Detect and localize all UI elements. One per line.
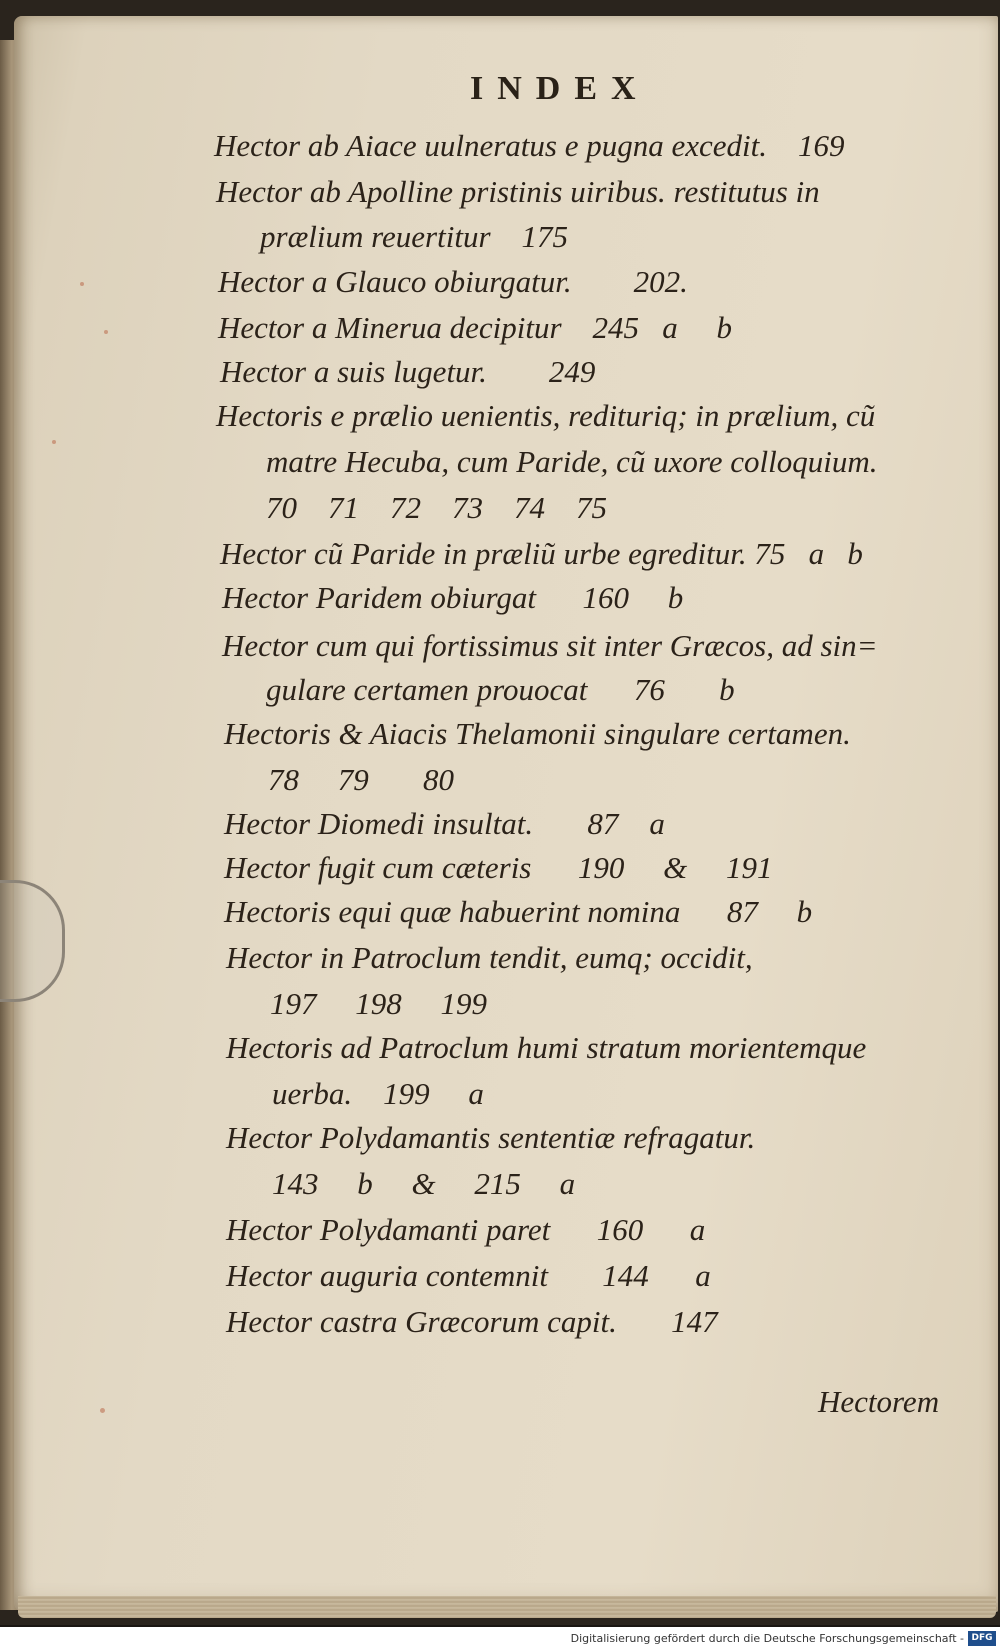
page-header: INDEX [470,70,650,107]
index-entry-line: Hectoris equi quæ habuerint nomina 87 b [224,894,813,929]
index-entry-line: Hector a suis lugetur. 249 [220,354,596,389]
index-entry-line: Hector ab Aiace uulneratus e pugna excedit. 169 [214,128,845,163]
catchword: Hectorem [818,1384,940,1419]
footer-credit: Digitalisierung gefördert durch die Deutsche Forschungsgemeinschaft - [570,1632,964,1645]
index-entry-line: Hector a Glauco obiurgatur. 202. [218,264,688,299]
index-entry-line: Hectoris e prælio uenientis, redituriq; in prælium, cũ [216,398,876,433]
index-entry-line: prælium reuertitur 175 [260,219,569,254]
index-entry-line: Hector castra Græcorum capit. 147 [226,1304,718,1339]
index-entry-line: Hector cum qui fortissimus sit inter Græcos, ad sin= [222,628,878,663]
page-stack-edge [18,1596,996,1618]
index-entry-line: Hector a Minerua decipitur 245 a b [218,310,733,345]
ink-speck [52,440,56,444]
index-entry-line: gulare certamen prouocat 76 b [266,672,735,707]
index-entry-line: Hector Diomedi insultat. 87 a [224,806,665,841]
index-entry-line: Hectoris & Aiacis Thelamonii singulare certamen. [224,716,851,751]
index-entry-line: Hector fugit cum cæteris 190 & 191 [224,850,773,885]
digitization-footer [0,1627,1000,1652]
index-entry-line: Hector Polydamanti paret 160 a [226,1212,706,1247]
index-entry-line: Hector Polydamantis sententiæ refragatur. [226,1120,756,1155]
index-entry-line: matre Hecuba, cum Paride, cũ uxore colloquium. [266,444,878,479]
dfg-logo[interactable]: DFG [968,1631,996,1646]
index-entry-line: Hector auguria contemnit 144 a [226,1258,711,1293]
index-entry-line: Hector ab Apolline pristinis uiribus. restitutus in [216,174,820,209]
index-entry-line: Hector cũ Paride in præliũ urbe egreditur. 75 a b [220,536,863,571]
index-entry-line: 143 b & 215 a [272,1166,576,1201]
index-entry-line: Hector in Patroclum tendit, eumq; occidit, [226,940,753,975]
index-entry-line: 70 71 72 73 74 75 [266,490,607,525]
index-entry-line: uerba. 199 a [272,1076,484,1111]
index-entry-line: Hector Paridem obiurgat 160 b [222,580,684,615]
index-entry-line: Hectoris ad Patroclum humi stratum morientemque [226,1030,867,1065]
index-entry-line: 197 198 199 [270,986,487,1021]
ink-speck [100,1408,105,1413]
index-entry-line: 78 79 80 [268,762,454,797]
ink-speck [104,330,108,334]
ink-speck [80,282,84,286]
